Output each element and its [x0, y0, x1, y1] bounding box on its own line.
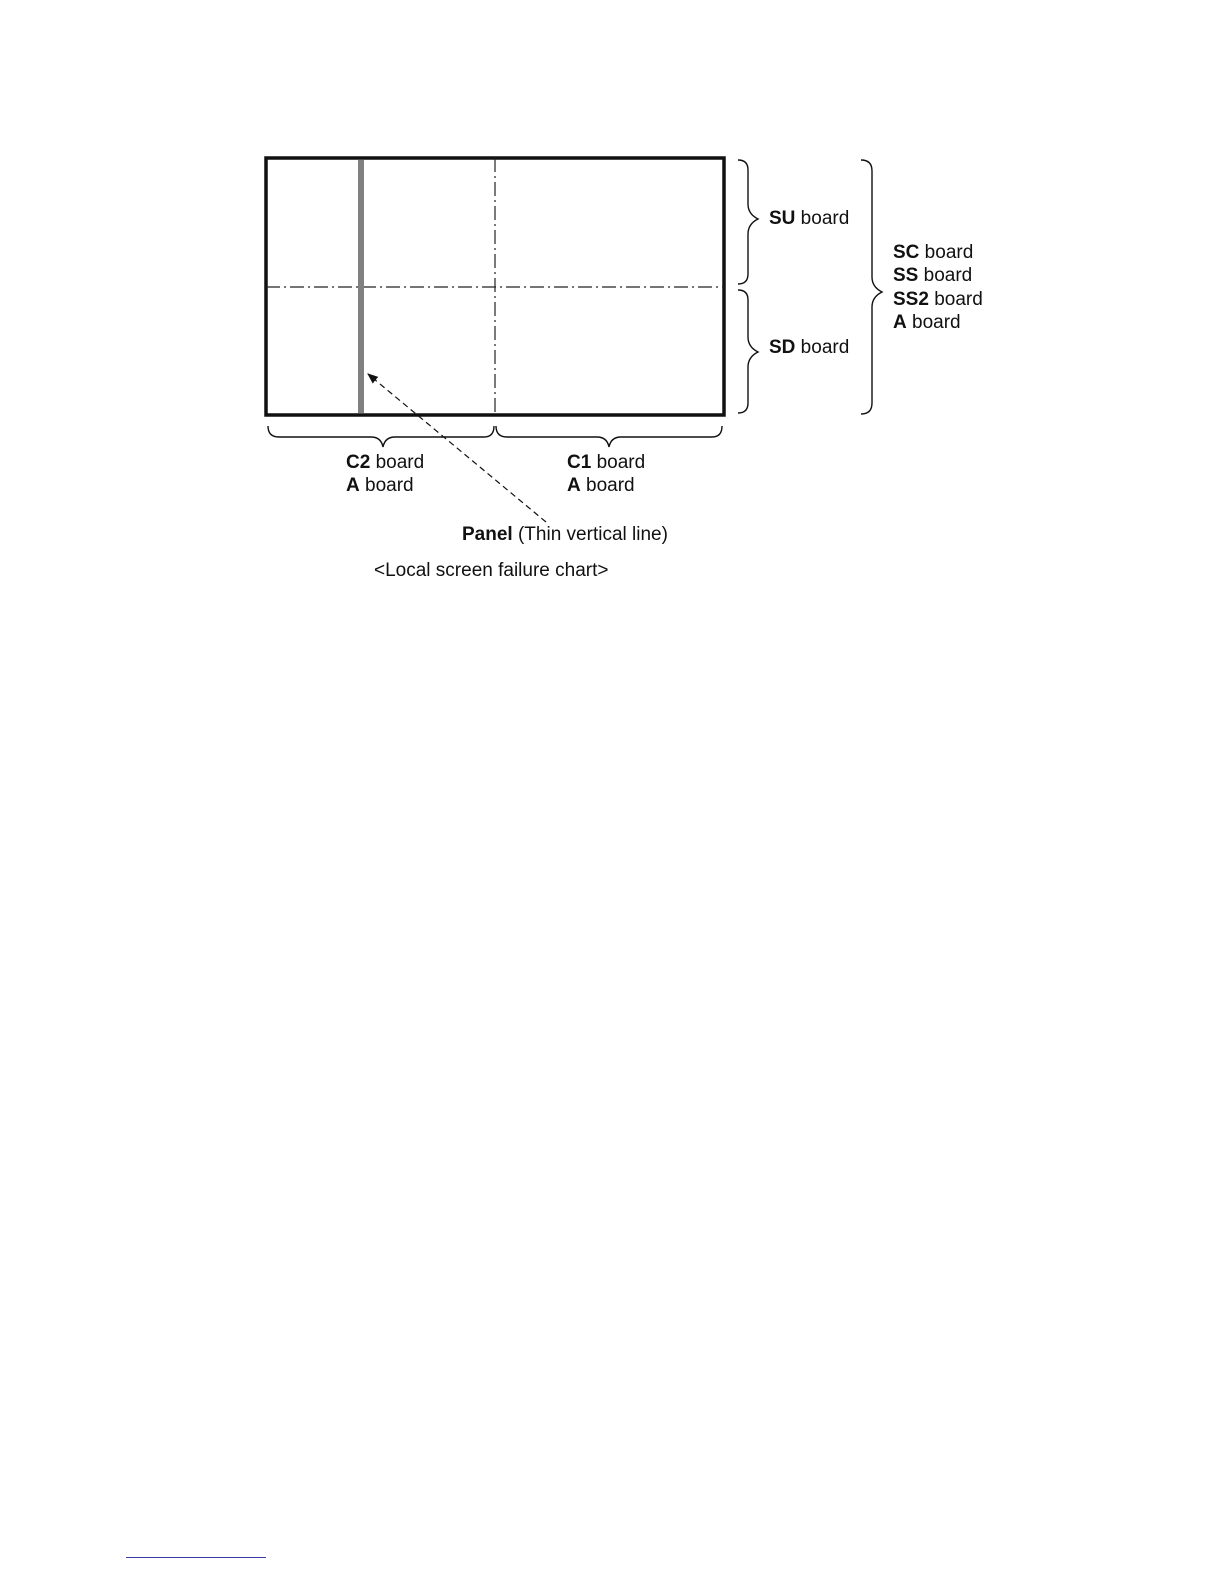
a-board-label-right: A board: [567, 475, 635, 496]
su-board-label: SU board: [769, 208, 850, 229]
sc-board-label: SC board: [893, 242, 974, 263]
sd-board-brace: [738, 290, 758, 413]
right-half-brace: [496, 426, 722, 447]
a-board-label-left: A board: [346, 475, 414, 496]
left-half-brace: [268, 426, 494, 447]
fault-arrow: [368, 374, 546, 522]
c2-board-label: C2 board: [346, 452, 425, 473]
footer-rule: [126, 1557, 266, 1558]
panel-fault-callout: Panel (Thin vertical line): [462, 524, 668, 545]
whole-screen-brace: [861, 160, 882, 414]
ss-board-label: SS board: [893, 265, 973, 286]
chart-caption: <Local screen failure chart>: [374, 560, 609, 581]
su-board-brace: [738, 160, 758, 284]
c1-board-label: C1 board: [567, 452, 646, 473]
ss2-board-label: SS2 board: [893, 289, 983, 310]
sd-board-label: SD board: [769, 337, 850, 358]
a-board-label-whole: A board: [893, 312, 961, 333]
